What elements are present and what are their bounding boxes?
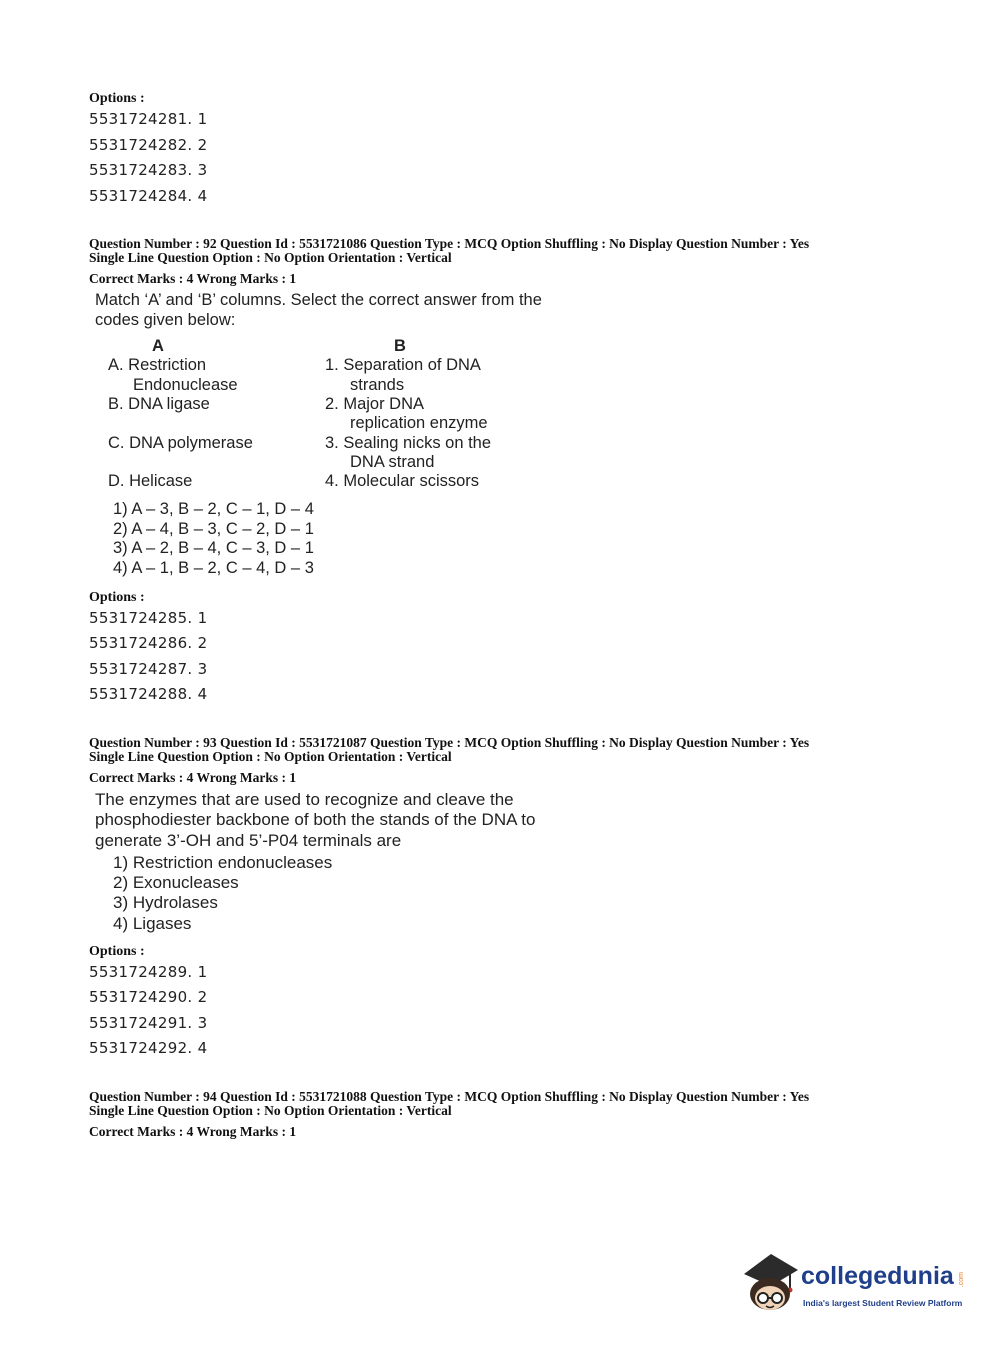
option-item: 5531724287. 3	[89, 660, 208, 678]
column-a-item: C. DNA polymerase	[108, 434, 253, 452]
column-b-item: DNA strand	[350, 453, 435, 471]
column-b-item: replication enzyme	[350, 414, 488, 432]
option-item: 5531724286. 2	[89, 634, 208, 652]
option-item: 5531724288. 4	[89, 685, 208, 703]
column-b-header: B	[394, 337, 406, 355]
option-item: 5531724284. 4	[89, 187, 208, 205]
column-a-item: A. Restriction	[108, 356, 207, 374]
question-meta-2: Single Line Question Option : No Option Orientation : Vertical	[89, 749, 452, 764]
column-b-item: strands	[350, 376, 405, 394]
option-item: 5531724282. 2	[89, 136, 208, 154]
logo-tagline: India's largest Student Review Platform	[803, 1298, 963, 1308]
column-a-item: D. Helicase	[108, 472, 193, 490]
question-stem: Match ‘A’ and ‘B’ columns. Select the correct answer from the	[95, 291, 542, 309]
answer-choice: 4) Ligases	[113, 914, 192, 933]
answer-choice: 2) A – 4, B – 3, C – 2, D – 1	[113, 520, 314, 538]
question-stem: generate 3’-OH and 5’-P04 terminals are	[95, 831, 402, 850]
question-meta-2: Single Line Question Option : No Option Orientation : Vertical	[89, 250, 452, 265]
question-meta: Question Number : 94 Question Id : 5531721088 Question Type : MCQ Option Shuffling : No Display Question Number : Yes	[89, 1089, 810, 1104]
question-stem: The enzymes that are used to recognize and cleave the	[95, 790, 514, 809]
answer-choice: 2) Exonucleases	[113, 873, 239, 892]
option-item: 5531724285. 1	[89, 609, 208, 627]
question-meta-2: Single Line Question Option : No Option Orientation : Vertical	[89, 1103, 452, 1118]
logo-tld: .com	[958, 1272, 965, 1288]
mascot-icon	[740, 1248, 802, 1316]
answer-choice: 1) A – 3, B – 2, C – 1, D – 4	[113, 500, 314, 518]
option-item: 5531724283. 3	[89, 161, 208, 179]
answer-choice: 3) Hydrolases	[113, 893, 218, 912]
answer-choice: 1) Restriction endonucleases	[113, 853, 333, 872]
answer-choice: 4) A – 1, B – 2, C – 4, D – 3	[113, 559, 314, 577]
answer-choice: 3) A – 2, B – 4, C – 3, D – 1	[113, 539, 314, 557]
question-meta: Question Number : 92 Question Id : 5531721086 Question Type : MCQ Option Shuffling : No Display Question Number : Yes	[89, 236, 810, 251]
question-marks: Correct Marks : 4 Wrong Marks : 1	[89, 1124, 297, 1139]
question-marks: Correct Marks : 4 Wrong Marks : 1	[89, 770, 297, 785]
column-b-item: 4. Molecular scissors	[325, 472, 480, 490]
column-a-item: Endonuclease	[133, 376, 238, 394]
question-stem: phosphodiester backbone of both the stands of the DNA to	[95, 810, 536, 829]
question-marks: Correct Marks : 4 Wrong Marks : 1	[89, 271, 297, 286]
question-stem: codes given below:	[95, 311, 236, 329]
column-b-item: 1. Separation of DNA	[325, 356, 481, 374]
question-meta: Question Number : 93 Question Id : 5531721087 Question Type : MCQ Option Shuffling : No Display Question Number : Yes	[89, 735, 810, 750]
logo-wordmark: collegedunia	[801, 1262, 954, 1290]
option-item: 5531724289. 1	[89, 963, 208, 981]
option-item: 5531724291. 3	[89, 1014, 208, 1032]
options-label: Options :	[89, 944, 145, 959]
option-item: 5531724290. 2	[89, 988, 208, 1006]
column-b-item: 3. Sealing nicks on the	[325, 434, 492, 452]
options-label: Options :	[89, 590, 145, 605]
option-item: 5531724292. 4	[89, 1039, 208, 1057]
option-item: 5531724281. 1	[89, 110, 208, 128]
options-label: Options :	[89, 91, 145, 106]
column-a-item: B. DNA ligase	[108, 395, 210, 413]
column-b-item: 2. Major DNA	[325, 395, 425, 413]
column-a-header: A	[152, 337, 164, 355]
